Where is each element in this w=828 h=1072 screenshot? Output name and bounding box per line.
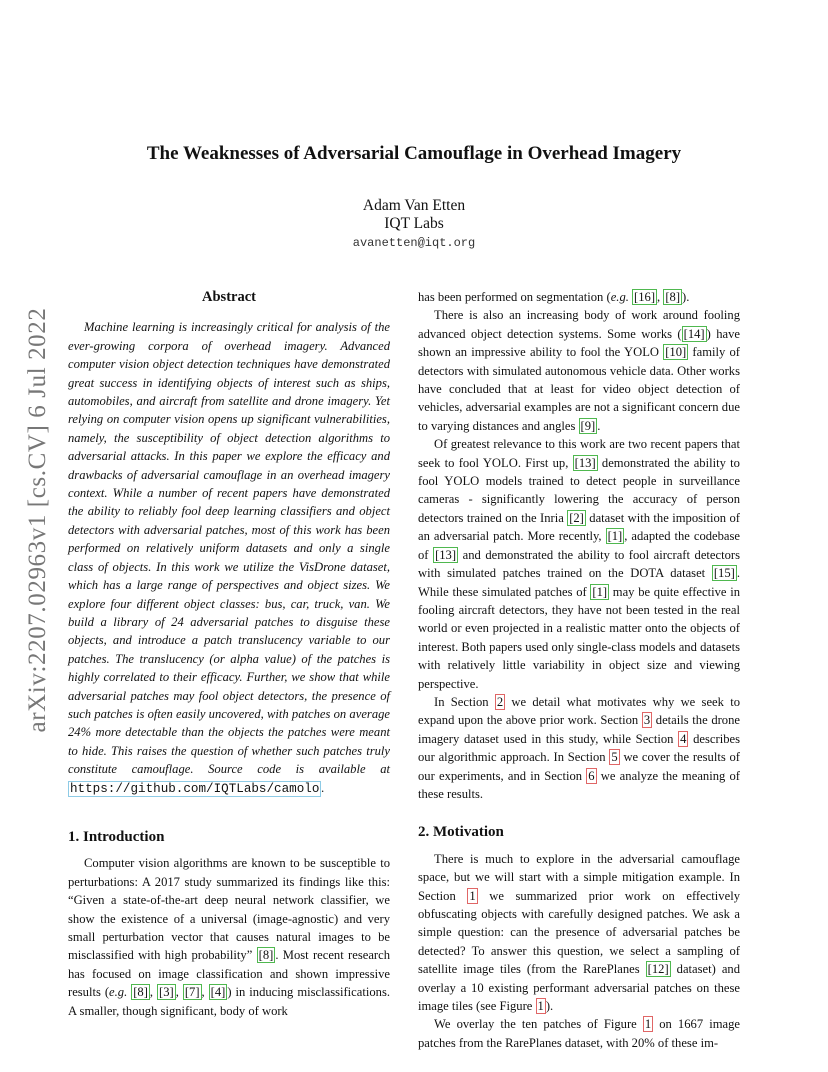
abstract-end: .: [321, 780, 325, 795]
citation-link[interactable]: [7]: [184, 985, 200, 1000]
section-link[interactable]: 2: [496, 694, 504, 709]
intro-paragraph: Computer vision algorithms are known to be susceptible to perturbations: A 2017 study summarized its findings like this: “Given a state-of-the-art deep neural network classifier, we show the existence of a universal (image-agnostic) and very small perturbation vector that causes natural images to be misclassified with high probability” [8] . Most recent research has focused on image classification and shown impressive results (e.g. [8] , [3] , [7] , [4] ) in inducing misclassifications. A smaller, though significant, body of work: [68, 856, 391, 1018]
right-paragraph-1: There is also an increasing body of work around fooling advanced object detection systems. Some works ( [14] ) have shown an impressive ability to fool the YOLO [10] family of detectors with simulated autonomous vehicle data. Other works have concluded that at least for video object detection of vehicles, adversarial examples are not a significant concern due to varying distances and angles [9] .: [418, 308, 741, 433]
source-code-link[interactable]: https://github.com/IQTLabs/camolo: [70, 781, 320, 796]
right-column: [418, 288, 740, 1052]
citation-link[interactable]: [10]: [665, 345, 687, 360]
citation-link[interactable]: [1]: [592, 584, 608, 599]
author-email: avanetten@iqt.org: [352, 236, 476, 250]
author-affiliation: IQT Labs: [384, 215, 444, 232]
right-paragraph-2: Of greatest relevance to this work are two recent papers that seek to fool YOLO. First up, [13] demonstrated the ability to fool YOLO models trained to detect people in surveillance cameras - significantly lowering the accuracy of person detectors trained on the Inria [2] dataset with the imposition of an adversarial patch. More recently, [1] , adapted the codebase of [13] and demonstrated the ability to fool aircraft detectors with simulated patches trained on the DOTA dataset [15] . While these simulated patches of [1] may be quite effective in fooling aircraft detectors, they have not been tested in the real world or even projected in a realistic matter onto the objects of interest. Both papers used only single-class models and datasets with relatively little variability in object size and viewing perspective.: [418, 437, 741, 691]
right-paragraph-4: There is much to explore in the adversarial camouflage space, but we will start with a simple mitigation example. In Section 1 we summarized prior work on effectively obfuscating objects with carefully designed patches. We ask a simple question: can the presence of adversarial patches be detected? To answer this question, we select a sampling of satellite image tiles (from the RarePlanes [12] dataset) and overlay a 10 existing performant adversarial patches on these image tiles (see Figure 1 ).: [418, 851, 741, 1014]
citation-link[interactable]: [8]: [258, 948, 274, 963]
citation-link[interactable]: [14]: [683, 326, 705, 341]
section-link[interactable]: 6: [588, 768, 595, 783]
paper-title: The Weaknesses of Adversarial Camouflage in Overhead Imagery: [146, 143, 682, 164]
citation-link[interactable]: [3]: [159, 985, 174, 1000]
citation-link[interactable]: [13]: [574, 455, 596, 470]
citation-link[interactable]: [16]: [634, 290, 656, 304]
citation-link[interactable]: [13]: [435, 547, 457, 562]
abstract-body: [68, 318, 390, 798]
citation-link[interactable]: [9]: [580, 418, 596, 433]
citation-link[interactable]: [12]: [647, 962, 669, 977]
citation-link[interactable]: [2]: [569, 510, 584, 525]
citation-link[interactable]: [8]: [665, 290, 681, 304]
citation-link[interactable]: [1]: [607, 529, 623, 544]
arxiv-sidebar: [18, 300, 58, 740]
abstract-text: Machine learning is increasingly critical for analysis of the ever-growing corpora of overhead imagery. Advanced computer vision object detection techniques have demonstrated great success in identifying objects of interest such as ships, automobiles, and aircraft from satellite and drone imagery. Yet relying on computer vision opens up significant vulnerabilities, namely, the susceptibility of object detection algorithms to adversarial attacks. In this paper we explore the efficacy and drawbacks of adversarial camouflage in an overhead imagery context. While a number of recent papers have demonstrated the ability to reliably fool deep learning classifiers and object detectors with adversarial patches, most of this work has been performed on relatively uniform datasets and only a single class of objects. In this work we utilize the VisDrone dataset, which has a large range of perspectives and object sizes. We explore four different object classes: bus, car, truck, van. We build a library of 24 adversarial patches to disguise these objects, and introduce a patch translucency variable to our patches. The translucency (or alpha value) of the patches is highly correlated to their efficacy. Further, we show that while adversarial patches may fool object detectors, the presence of such patches is often easily uncovered, with patches on average 24% more detectable than the objects the patches were meant to hide. This raises the question of whether such patches truly constitute camouflage. Source code is available at: [68, 320, 390, 777]
section-link[interactable]: 5: [611, 750, 618, 765]
right-paragraph-0: has been performed on segmentation (e.g. [16] , [8] ).: [418, 290, 690, 304]
section-link[interactable]: 4: [680, 731, 687, 746]
motivation-heading: 2. Motivation: [418, 824, 504, 841]
citation-link[interactable]: [15]: [713, 566, 735, 581]
intro-heading: 1. Introduction: [68, 828, 165, 845]
author-name: Adam Van Etten: [362, 197, 466, 214]
left-column: [68, 288, 390, 1020]
right-paragraph-5: We overlay the ten patches of Figure 1 on 1667 image patches from the RarePlanes dataset, with 20% of these im-: [418, 1017, 740, 1050]
figure-link[interactable]: 1: [644, 1017, 652, 1032]
abstract-heading: Abstract: [202, 289, 256, 305]
figure-link[interactable]: 1: [537, 999, 544, 1014]
citation-link[interactable]: [8]: [133, 985, 148, 1000]
arxiv-identifier: arXiv:2207.02963v1 [cs.CV] 6 Jul 2022: [24, 307, 51, 733]
citation-link[interactable]: [4]: [210, 985, 226, 1000]
section-link[interactable]: 1: [469, 888, 476, 903]
section-link[interactable]: 3: [643, 713, 651, 728]
right-paragraph-3: In Section 2 we detail what motivates why we seek to expand upon the above prior work. Section 3 details the drone imagery dataset used in this study, while Section 4 describes our algorithmic approach. In Section 5 we cover the results of our experiments, and in Section 6 we analyze the meaning of these results.: [418, 694, 741, 801]
